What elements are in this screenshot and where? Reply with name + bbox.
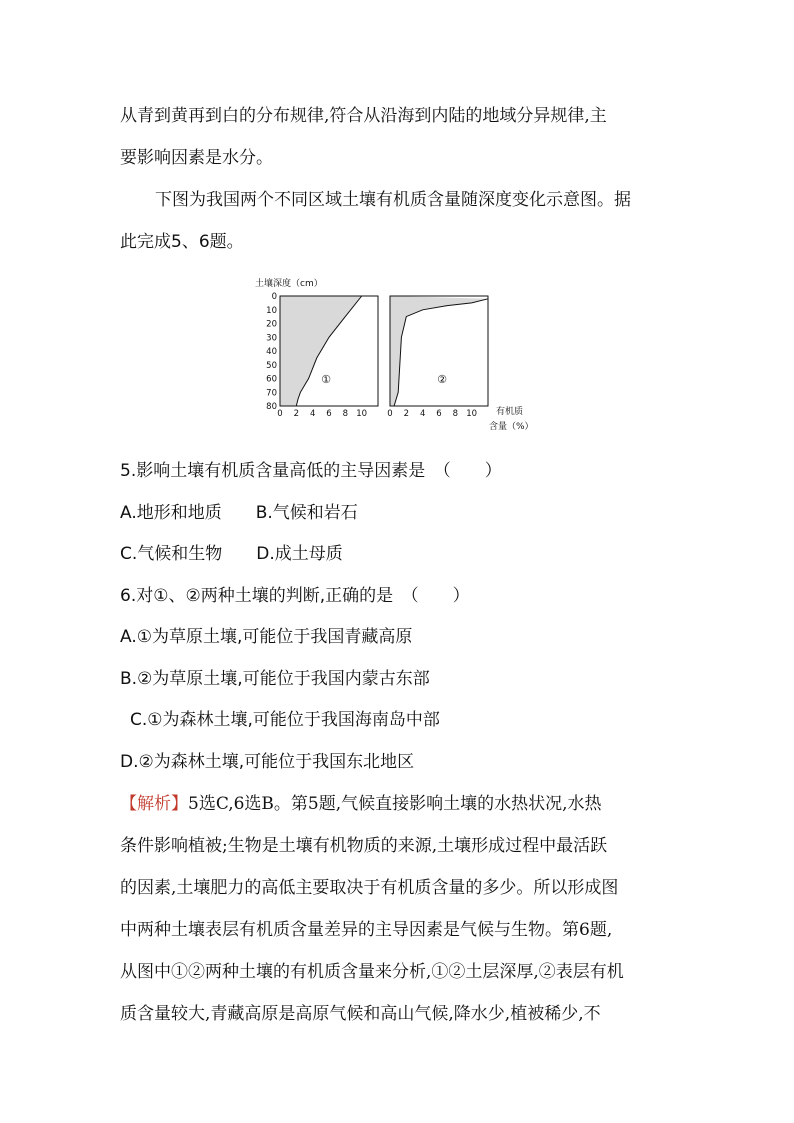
y-tick-label: 30 — [266, 333, 277, 344]
x-tick-label: 8 — [452, 409, 459, 419]
y-tick-label: 40 — [266, 347, 277, 357]
option-cd: C.气候和生物 D.成土母质 — [120, 544, 343, 564]
y-tick-label: 80 — [266, 402, 277, 412]
shaded-area-2 — [390, 296, 488, 406]
x-tick-label: 2 — [403, 409, 410, 419]
y-axis-label: 土壤深度（cm） — [255, 279, 323, 289]
x-tick-label: 0 — [387, 409, 393, 419]
y-tick-label: 70 — [266, 388, 277, 399]
y-tick-label: 50 — [266, 360, 277, 371]
option-a: A.①为草原土壤,可能位于我国青藏高原 — [120, 627, 413, 647]
text-line: 从青到黄再到白的分布规律,符合从沿海到内陆的地域分异规律,主 — [120, 106, 607, 126]
y-tick-label: 0 — [271, 292, 277, 302]
analysis-line: 的因素,土壤肥力的高低主要取决于有机质含量的多少。所以形成图 — [120, 878, 619, 898]
analysis-line — [120, 792, 602, 816]
x-tick-label: 10 — [466, 409, 478, 419]
x-tick-label: 10 — [356, 409, 368, 419]
panel-label-2: ② — [437, 373, 447, 386]
x-tick-label: 4 — [309, 409, 316, 419]
x-tick-label: 0 — [277, 409, 283, 419]
x-axis-label: 有机质 — [496, 407, 524, 417]
x-axis-label: 含量（%） — [489, 422, 534, 432]
panel-label-1: ① — [321, 373, 331, 386]
x-tick-label: 2 — [293, 409, 300, 419]
analysis-line: 中两种土壤表层有机质含量差异的主导因素是气候与生物。第6题, — [120, 920, 613, 940]
option-d: D.②为森林土壤,可能位于我国东北地区 — [120, 752, 415, 772]
x-tick-label: 8 — [342, 409, 349, 419]
analysis-line: 条件影响植被;生物是土壤有机物质的来源,土壤形成过程中最活跃 — [120, 836, 608, 856]
option-ab: A.地形和地质 B.气候和岩石 — [120, 503, 358, 523]
question-5: 5.影响土壤有机质含量高低的主导因素是 （ ） — [120, 461, 502, 481]
x-tick-label: 6 — [326, 409, 332, 419]
y-tick-label: 60 — [266, 374, 277, 385]
x-tick-label: 4 — [419, 409, 426, 419]
text-line: 此完成5、6题。 — [120, 232, 244, 252]
question-6: 6.对①、②两种土壤的判断,正确的是 （ ） — [120, 586, 470, 606]
y-tick-label: 10 — [266, 305, 277, 316]
x-tick-label: 6 — [436, 409, 442, 419]
analysis-text: 5选C,6选B。第5题,气候直接影响土壤的水热状况,水热 — [188, 794, 602, 814]
analysis-tag: 【解析】 — [120, 794, 188, 814]
option-c: C.①为森林土壤,可能位于我国海南岛中部 — [130, 710, 440, 730]
analysis-line: 质含量较大,青藏高原是高原气候和高山气候,降水少,植被稀少,不 — [120, 1004, 601, 1024]
analysis-line: 从图中①②两种土壤的有机质含量来分析,①②土层深厚,②表层有机 — [120, 962, 624, 982]
text-line: 要影响因素是水分。 — [120, 148, 273, 168]
option-b: B.②为草原土壤,可能位于我国内蒙古东部 — [120, 669, 430, 689]
y-tick-label: 20 — [266, 319, 277, 330]
text-line: 下图为我国两个不同区域土壤有机质含量随深度变化示意图。据 — [155, 190, 631, 210]
soil-organic-matter-figure — [253, 278, 553, 438]
